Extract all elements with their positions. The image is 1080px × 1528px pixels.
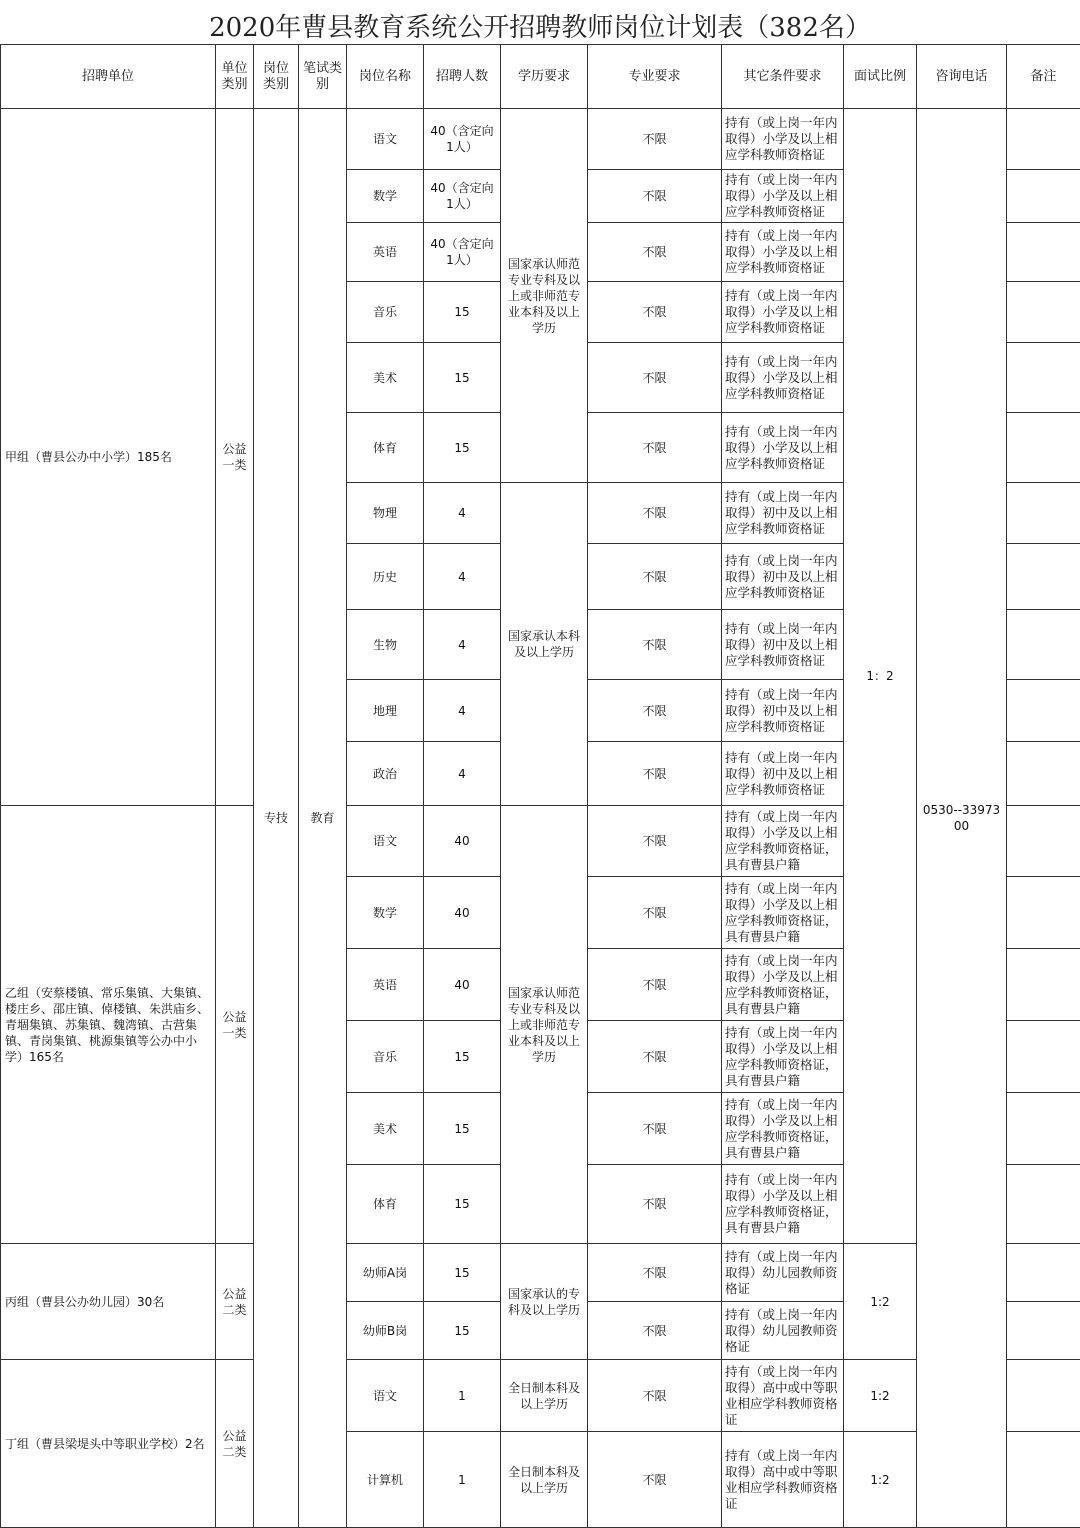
education-jia-b: 国家承认本科及以上学历	[501, 483, 588, 806]
unit-type-yi: 公益一类	[216, 806, 254, 1244]
post-count: 15	[424, 413, 501, 483]
post-name: 生物	[347, 610, 424, 680]
post-count: 15	[424, 1093, 501, 1165]
header-other: 其它条件要求	[722, 45, 844, 109]
post-name: 历史	[347, 544, 424, 610]
header-post-name: 岗位名称	[347, 45, 424, 109]
post-count: 15	[424, 1302, 501, 1360]
major: 不限	[588, 742, 722, 806]
other-requirements: 持有（或上岗一年内取得）小学及以上相应学科教师资格证	[722, 413, 844, 483]
major: 不限	[588, 1165, 722, 1244]
post-name: 体育	[347, 413, 424, 483]
major: 不限	[588, 413, 722, 483]
major: 不限	[588, 806, 722, 877]
other-requirements: 持有（或上岗一年内取得）初中及以上相应学科教师资格证	[722, 483, 844, 544]
post-name: 英语	[347, 223, 424, 282]
ratio-jia-yi: 1：2	[844, 109, 917, 1244]
remark	[1007, 343, 1080, 413]
header-education: 学历要求	[501, 45, 588, 109]
post-count: 40（含定向1人）	[424, 223, 501, 282]
major: 不限	[588, 282, 722, 343]
post-name: 数学	[347, 877, 424, 949]
remark	[1007, 806, 1080, 877]
post-type: 专技	[254, 109, 299, 1528]
ratio-ding-2: 1:2	[844, 1432, 917, 1528]
post-count: 15	[424, 282, 501, 343]
unit-type-bing: 公益二类	[216, 1244, 254, 1360]
post-name: 幼师B岗	[347, 1302, 424, 1360]
major: 不限	[588, 223, 722, 282]
other-requirements: 持有（或上岗一年内取得）高中或中等职业相应学科教师资格证	[722, 1432, 844, 1528]
other-requirements: 持有（或上岗一年内取得）小学及以上相应学科教师资格证	[722, 109, 844, 170]
education-ding-2: 全日制本科及以上学历	[501, 1432, 588, 1528]
major: 不限	[588, 949, 722, 1021]
other-requirements: 持有（或上岗一年内取得）小学及以上相应学科教师资格证，具有曹县户籍	[722, 1093, 844, 1165]
remark	[1007, 742, 1080, 806]
post-name: 英语	[347, 949, 424, 1021]
education-bing: 国家承认的专科及以上学历	[501, 1244, 588, 1360]
table-row	[1, 109, 1080, 170]
post-count: 40	[424, 877, 501, 949]
remark	[1007, 1432, 1080, 1528]
other-requirements: 持有（或上岗一年内取得）小学及以上相应学科教师资格证，具有曹县户籍	[722, 949, 844, 1021]
post-count: 40（含定向1人）	[424, 109, 501, 170]
major: 不限	[588, 1093, 722, 1165]
major: 不限	[588, 343, 722, 413]
unit-type-ding: 公益二类	[216, 1360, 254, 1528]
phone: 0530--3397300	[917, 109, 1007, 1528]
major: 不限	[588, 1244, 722, 1302]
unit-ding: 丁组（曹县梁堤头中等职业学校）2名	[1, 1360, 216, 1528]
major: 不限	[588, 170, 722, 223]
other-requirements: 持有（或上岗一年内取得）幼儿园教师资格证	[722, 1302, 844, 1360]
post-name: 政治	[347, 742, 424, 806]
remark	[1007, 223, 1080, 282]
other-requirements: 持有（或上岗一年内取得）小学及以上相应学科教师资格证，具有曹县户籍	[722, 877, 844, 949]
other-requirements: 持有（或上岗一年内取得）初中及以上相应学科教师资格证	[722, 680, 844, 742]
remark	[1007, 1165, 1080, 1244]
post-count: 1	[424, 1360, 501, 1432]
other-requirements: 持有（或上岗一年内取得）小学及以上相应学科教师资格证	[722, 170, 844, 223]
post-name: 物理	[347, 483, 424, 544]
remark	[1007, 170, 1080, 223]
unit-yi: 乙组（安蔡楼镇、常乐集镇、大集镇、楼庄乡、邵庄镇、倬楼镇、朱洪庙乡、青堌集镇、苏集镇、魏湾镇、古营集镇、青岗集镇、桃源集镇等公办中小学）165名	[1, 806, 216, 1244]
post-name: 音乐	[347, 282, 424, 343]
post-name: 体育	[347, 1165, 424, 1244]
header-major: 专业要求	[588, 45, 722, 109]
other-requirements: 持有（或上岗一年内取得）幼儿园教师资格证	[722, 1244, 844, 1302]
post-name: 美术	[347, 1093, 424, 1165]
other-requirements: 持有（或上岗一年内取得）小学及以上相应学科教师资格证，具有曹县户籍	[722, 1165, 844, 1244]
major: 不限	[588, 877, 722, 949]
unit-bing: 丙组（曹县公办幼儿园）30名	[1, 1244, 216, 1360]
post-name: 幼师A岗	[347, 1244, 424, 1302]
header-phone: 咨询电话	[917, 45, 1007, 109]
post-count: 40	[424, 949, 501, 1021]
post-name: 语文	[347, 806, 424, 877]
remark	[1007, 949, 1080, 1021]
other-requirements: 持有（或上岗一年内取得）小学及以上相应学科教师资格证	[722, 223, 844, 282]
post-count: 4	[424, 610, 501, 680]
ratio-ding-1: 1:2	[844, 1360, 917, 1432]
other-requirements: 持有（或上岗一年内取得）高中或中等职业相应学科教师资格证	[722, 1360, 844, 1432]
major: 不限	[588, 680, 722, 742]
page-title: 2020年曹县教育系统公开招聘教师岗位计划表（382名）	[0, 0, 1080, 44]
post-count: 15	[424, 343, 501, 413]
major: 不限	[588, 1360, 722, 1432]
education-yi: 国家承认师范专业专科及以上或非师范专业本科及以上学历	[501, 806, 588, 1244]
header-unit: 招聘单位	[1, 45, 216, 109]
header-unit-type: 单位类别	[216, 45, 254, 109]
remark	[1007, 544, 1080, 610]
remark	[1007, 1021, 1080, 1093]
header-row	[1, 45, 1080, 109]
post-count: 4	[424, 742, 501, 806]
major: 不限	[588, 1302, 722, 1360]
header-count: 招聘人数	[424, 45, 501, 109]
post-count: 4	[424, 544, 501, 610]
major: 不限	[588, 483, 722, 544]
remark	[1007, 1302, 1080, 1360]
education-ding-1: 全日制本科及以上学历	[501, 1360, 588, 1432]
post-count: 1	[424, 1432, 501, 1528]
header-remark: 备注	[1007, 45, 1080, 109]
remark	[1007, 1244, 1080, 1302]
post-count: 4	[424, 483, 501, 544]
post-count: 4	[424, 680, 501, 742]
post-count: 40	[424, 806, 501, 877]
other-requirements: 持有（或上岗一年内取得）初中及以上相应学科教师资格证	[722, 610, 844, 680]
post-name: 地理	[347, 680, 424, 742]
header-post-type: 岗位类别	[254, 45, 299, 109]
remark	[1007, 610, 1080, 680]
post-count: 15	[424, 1021, 501, 1093]
remark	[1007, 282, 1080, 343]
major: 不限	[588, 610, 722, 680]
major: 不限	[588, 109, 722, 170]
post-name: 语文	[347, 109, 424, 170]
other-requirements: 持有（或上岗一年内取得）小学及以上相应学科教师资格证，具有曹县户籍	[722, 806, 844, 877]
major: 不限	[588, 1021, 722, 1093]
remark	[1007, 877, 1080, 949]
post-count: 40（含定向1人）	[424, 170, 501, 223]
major: 不限	[588, 1432, 722, 1528]
header-ratio: 面试比例	[844, 45, 917, 109]
education-jia-a: 国家承认师范专业专科及以上或非师范专业本科及以上学历	[501, 109, 588, 483]
other-requirements: 持有（或上岗一年内取得）小学及以上相应学科教师资格证	[722, 282, 844, 343]
ratio-bing: 1:2	[844, 1244, 917, 1360]
header-exam-type: 笔试类别	[299, 45, 347, 109]
remark	[1007, 1360, 1080, 1432]
unit-jia: 甲组（曹县公办中小学）185名	[1, 109, 216, 806]
remark	[1007, 413, 1080, 483]
post-count: 15	[424, 1244, 501, 1302]
post-name: 计算机	[347, 1432, 424, 1528]
remark	[1007, 1093, 1080, 1165]
exam-type: 教育	[299, 109, 347, 1528]
post-name: 语文	[347, 1360, 424, 1432]
other-requirements: 持有（或上岗一年内取得）小学及以上相应学科教师资格证，具有曹县户籍	[722, 1021, 844, 1093]
post-name: 美术	[347, 343, 424, 413]
post-name: 数学	[347, 170, 424, 223]
other-requirements: 持有（或上岗一年内取得）小学及以上相应学科教师资格证	[722, 343, 844, 413]
remark	[1007, 109, 1080, 170]
major: 不限	[588, 544, 722, 610]
post-count: 15	[424, 1165, 501, 1244]
remark	[1007, 483, 1080, 544]
other-requirements: 持有（或上岗一年内取得）初中及以上相应学科教师资格证	[722, 544, 844, 610]
recruitment-table	[0, 44, 1080, 1528]
other-requirements: 持有（或上岗一年内取得）初中及以上相应学科教师资格证	[722, 742, 844, 806]
unit-type-jia: 公益一类	[216, 109, 254, 806]
post-name: 音乐	[347, 1021, 424, 1093]
remark	[1007, 680, 1080, 742]
